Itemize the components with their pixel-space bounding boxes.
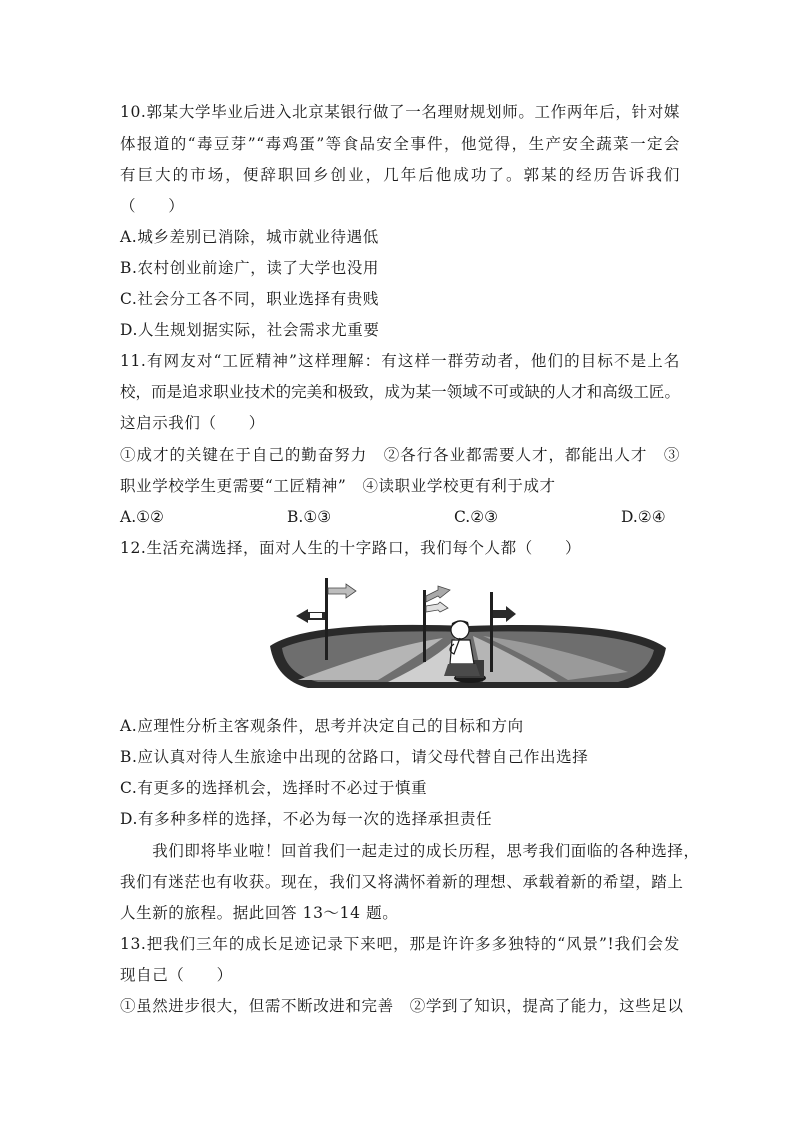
q11-statement-1: ①成才的关键在于自己的勤奋努力 ②各行各业都需要人才，都能出人才 ③ <box>120 446 680 464</box>
q10-option-b: B.农村创业前途广，读了大学也没用 <box>120 259 380 277</box>
q12-option-a: A.应理性分析主客观条件，思考并决定自己的目标和方向 <box>120 717 524 735</box>
q10-option-d: D.人生规划据实际，社会需求尤重要 <box>120 321 380 339</box>
q11-line-2: 校，而是追求职业技术的完美和极致，成为某一领域不可或缺的人才和高级工匠。 <box>120 383 680 401</box>
intro-line-1: 我们即将毕业啦！回首我们一起走过的成长历程，思考我们面临的各种选择， <box>120 842 700 860</box>
q10-line-3: 有巨大的市场，便辞职回乡创业，几年后他成功了。郭某的经历告诉我们 <box>120 166 680 184</box>
q10-option-c: C.社会分工各不同，职业选择有贵贱 <box>120 290 379 308</box>
q10-line-1: 10.郭某大学毕业后进入北京某银行做了一名理财规划师。工作两年后，针对媒 <box>120 103 680 121</box>
q12-option-d: D.有多种多样的选择，不必为每一次的选择承担责任 <box>120 810 493 828</box>
q12-option-c: C.有更多的选择机会，选择时不必过于慎重 <box>120 779 428 797</box>
q10-option-a: A.城乡差别已消除，城市就业待遇低 <box>120 228 379 246</box>
q12-line-1: 12.生活充满选择，面对人生的十字路口，我们每个人都（ ） <box>120 539 582 557</box>
q11-line-3: 这启示我们（ ） <box>120 414 265 432</box>
q11-option-c: C.②③ <box>454 508 499 526</box>
q10-line-2: 体报道的“毒豆芽”“毒鸡蛋”等食品安全事件，他觉得，生产安全蔬菜一定会 <box>120 135 680 153</box>
intro-line-3: 人生新的旅程。据此回答 13～14 题。 <box>120 904 399 922</box>
crossroads-illustration <box>268 576 668 694</box>
q11-statement-2: 职业学校学生更需要“工匠精神” ④读职业学校更有利于成才 <box>120 477 556 495</box>
q11-line-1: 11.有网友对“工匠精神”这样理解：有这样一群劳动者，他们的目标不是上名 <box>120 352 680 370</box>
q11-option-a: A.①② <box>120 508 164 526</box>
q10-blank: （ ） <box>120 197 185 215</box>
q13-line-1: 13.把我们三年的成长足迹记录下来吧，那是许许多多独特的“风景”!我们会发 <box>120 935 680 953</box>
intro-line-2: 我们有迷茫也有收获。现在，我们又将满怀着新的理想、承载着新的希望，踏上 <box>120 873 684 891</box>
q13-statement-1: ①虽然进步很大，但需不断改进和完善 ②学到了知识，提高了能力，这些足以 <box>120 997 684 1015</box>
q11-option-d: D.②④ <box>621 508 666 526</box>
q12-option-b: B.应认真对待人生旅途中出现的岔路口，请父母代替自己作出选择 <box>120 748 589 766</box>
q11-option-b: B.①③ <box>287 508 332 526</box>
q13-line-2: 现自己（ ） <box>120 966 233 984</box>
